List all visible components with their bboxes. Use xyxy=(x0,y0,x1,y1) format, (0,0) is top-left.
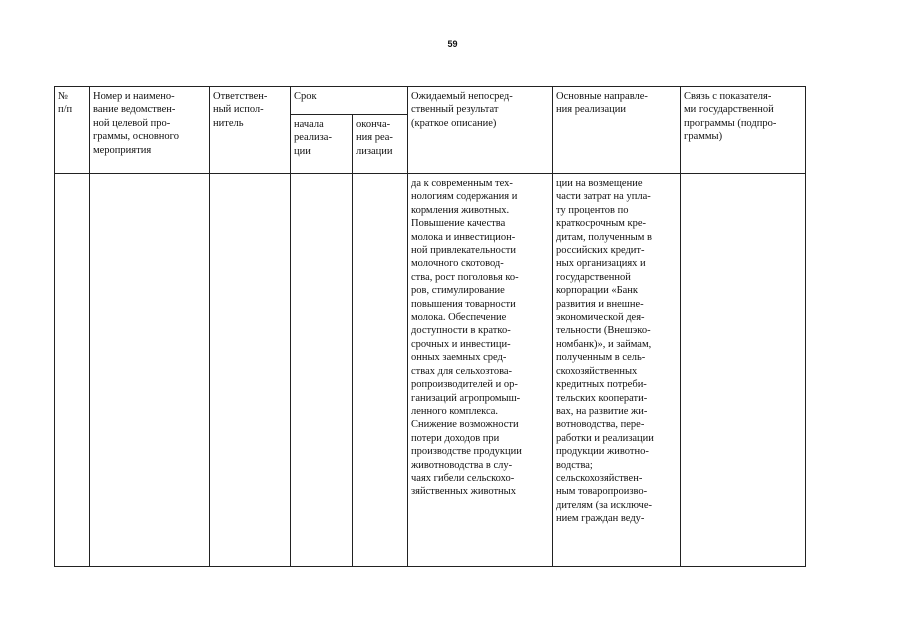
text-line: дителям (за исключе- xyxy=(556,499,652,511)
cell-expected-result xyxy=(408,174,553,567)
text-line: скохозяйственных xyxy=(556,365,638,377)
text-line: ных организациях и xyxy=(556,258,646,270)
text-line: полученным в сель- xyxy=(556,352,646,364)
header-num xyxy=(55,87,90,174)
text-line: № xyxy=(58,91,69,102)
text-line: продукции животно- xyxy=(556,446,649,458)
text-line: ства, рост поголовья ко- xyxy=(411,271,519,283)
text-line: развития и внешне- xyxy=(556,298,644,310)
text-line: онных заемных сред- xyxy=(411,352,507,364)
text-line: Повышение качества xyxy=(411,218,506,230)
text-line: вах, на развитие жи- xyxy=(556,405,648,417)
text-line: корпорации «Банк xyxy=(556,285,639,297)
header-row xyxy=(55,87,806,115)
text-line: п/п xyxy=(58,104,73,116)
cell-name xyxy=(90,174,210,567)
text-line: ров, стимулирование xyxy=(411,285,505,297)
text-line: ции на возмещение xyxy=(556,178,643,189)
text-line: части затрат на упла- xyxy=(556,191,651,203)
text-line: доступности в кратко- xyxy=(411,325,511,337)
text-line: начала xyxy=(294,119,324,130)
text-line: вотноводства, пере- xyxy=(556,419,645,431)
text-line: срочных и инвестици- xyxy=(411,338,511,350)
text-line: ный испол- xyxy=(213,104,264,116)
text-line: ту процентов по xyxy=(556,204,629,216)
text-line: Связь с показателя- xyxy=(684,91,772,102)
text-line: нитель xyxy=(213,117,244,129)
header-term: Срок xyxy=(291,87,408,115)
text-line: повышения товарности xyxy=(411,298,516,310)
text-line: молока. Обеспечение xyxy=(411,312,507,324)
text-line: молочного скотовод- xyxy=(411,258,504,270)
cell-term-end xyxy=(353,174,408,567)
text-line: программы (подпро- xyxy=(684,117,777,129)
text-line: Номер и наимено- xyxy=(93,91,175,102)
text-line: ной целевой про- xyxy=(93,117,171,129)
text-line: ленного комплекса. xyxy=(411,405,499,417)
text-line: потери доходов при xyxy=(411,432,500,444)
header-link xyxy=(681,87,806,174)
text-line: да к современным тех- xyxy=(411,178,513,189)
text-line: номбанк)», и займам, xyxy=(556,338,652,350)
text-line: тельности (Внешэко- xyxy=(556,325,651,337)
text-line: граммы, основного xyxy=(93,131,179,143)
header-directions xyxy=(553,87,681,174)
text-line: молока и инвестицион- xyxy=(411,231,516,243)
text-line: животноводства в слу- xyxy=(411,459,513,471)
text-line: кредитных потреби- xyxy=(556,379,647,391)
text-line: Ожидаемый непосред- xyxy=(411,91,513,102)
text-line: Снижение возможности xyxy=(411,419,519,431)
text-line: чаях гибели сельскохо- xyxy=(411,472,515,484)
text-line: нием граждан веду- xyxy=(556,513,645,525)
text-line: мероприятия xyxy=(93,144,152,156)
text-line: ным товаропроизво- xyxy=(556,486,648,498)
text-line: ганизаций агропромыш- xyxy=(411,392,521,404)
cell-responsible xyxy=(210,174,291,567)
text-line: Основные направле- xyxy=(556,91,648,102)
text-line: ственный результат xyxy=(411,104,499,116)
text-line: ния реа- xyxy=(356,132,393,144)
text-line: зяйственных животных xyxy=(411,486,516,498)
text-line: работки и реализации xyxy=(556,432,654,444)
cell-link xyxy=(681,174,806,567)
text-line: (краткое описание) xyxy=(411,117,497,129)
text-line: ной привлекательности xyxy=(411,245,516,257)
page-number: 59 xyxy=(447,39,458,49)
text-line: лизации xyxy=(356,145,393,157)
text-line: российских кредит- xyxy=(556,245,645,257)
text-line: вание ведомствен- xyxy=(93,104,176,116)
text-line: ции xyxy=(294,145,311,157)
program-table xyxy=(54,86,806,567)
text-line: оконча- xyxy=(356,119,391,130)
header-expected-result xyxy=(408,87,553,174)
text-line: дитам, полученным в xyxy=(556,231,652,243)
text-line: государственной xyxy=(556,271,631,283)
cell-directions xyxy=(553,174,681,567)
text-line: краткосрочным кре- xyxy=(556,218,647,230)
text-line: Ответствен- xyxy=(213,91,268,102)
text-line: тельских кооперати- xyxy=(556,392,648,404)
text-line: экономической дея- xyxy=(556,312,645,324)
header-responsible xyxy=(210,87,291,174)
header-term-end xyxy=(353,115,408,174)
cell-term-start xyxy=(291,174,353,567)
text-line: кормления животных. xyxy=(411,204,510,216)
text-line: сельскохозяйствен- xyxy=(556,472,643,484)
text-line: производстве продукции xyxy=(411,446,522,458)
header-term-start xyxy=(291,115,353,174)
text-line: ния реализации xyxy=(556,104,627,116)
header-name xyxy=(90,87,210,174)
text-line: ствах для сельхозтова- xyxy=(411,365,513,377)
text-line: нологиям содержания и xyxy=(411,191,518,203)
cell-num xyxy=(55,174,90,567)
text-line: реализа- xyxy=(294,132,332,144)
text-line: граммы) xyxy=(684,131,723,143)
text-line: ми государственной xyxy=(684,104,774,116)
text-line: водства; xyxy=(556,459,593,471)
text-line: ропроизводителей и ор- xyxy=(411,379,518,391)
table-row xyxy=(55,174,806,567)
